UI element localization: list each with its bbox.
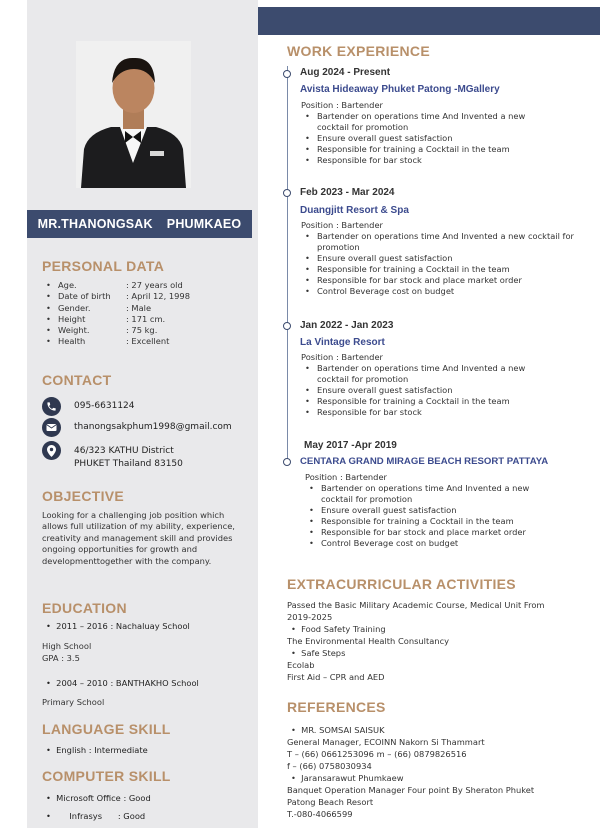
computer-heading: COMPUTER SKILL <box>42 768 171 784</box>
location-pin-icon <box>42 441 61 460</box>
personal-row-weight: • Weight. : 75 kg. <box>46 325 158 336</box>
email-icon <box>42 418 61 437</box>
job-duty: • Bartender on operations time And Invented a new cocktail for promotion <box>301 111 551 133</box>
last-name: PHUMKAEO <box>166 217 242 231</box>
job-duty: • Responsible for training a Cocktail in the team <box>305 516 555 527</box>
personal-row-health: • Health : Excellent <box>46 336 170 347</box>
personal-data-list <box>46 280 190 348</box>
job-duties-4 <box>305 483 555 549</box>
job-duties-2 <box>301 231 586 297</box>
personal-row-dob: • Date of birth : April 12, 1998 <box>46 291 190 302</box>
job-position-3: Position : Bartender <box>301 352 383 362</box>
job-company-2: Duangjitt Resort & Spa <box>300 205 409 216</box>
contact-phone-row <box>42 397 135 416</box>
job-duties-3 <box>301 363 551 418</box>
extra-line: • Safe Steps <box>291 648 346 658</box>
timeline-dot <box>283 322 291 330</box>
education-period-1: • 2011 – 2016 : Nachaluay School <box>46 621 190 631</box>
ref-line: T.-080-4066599 <box>287 809 353 819</box>
extra-line: Ecolab <box>287 660 315 670</box>
job-date-2: Feb 2023 - Mar 2024 <box>300 187 395 198</box>
computer-item-1: • Microsoft Office : Good <box>46 793 151 803</box>
job-date-3: Jan 2022 - Jan 2023 <box>300 320 394 331</box>
extra-line: First Aid – CPR and AED <box>287 672 385 682</box>
personal-row-age: • Age. : 27 years old <box>46 280 183 290</box>
education-heading: EDUCATION <box>42 600 127 616</box>
extra-line: Passed the Basic Military Academic Course, Medical Unit From <box>287 600 545 610</box>
personal-row-gender: • Gender. : Male <box>46 302 152 313</box>
job-position-1: Position : Bartender <box>301 100 383 110</box>
objective-text: Looking for a challenging job position which allows full utilization of my ability, experience, creativity and management skill and provides ongoing opportunities for growth and developmenttogether with the company. <box>42 510 235 566</box>
job-duty: • Ensure overall guest satisfaction <box>305 505 555 516</box>
job-duty: • Control Beverage cost on budget <box>305 538 555 549</box>
timeline-dot <box>283 70 291 78</box>
job-duty: • Bartender on operations time And Invented a new cocktail for promotion <box>301 231 586 253</box>
phone-icon <box>42 397 61 416</box>
ref-line: Patong Beach Resort <box>287 797 374 807</box>
timeline-line <box>287 66 288 461</box>
extracurricular-text <box>287 599 544 683</box>
education-period-2: • 2004 – 2010 : BANTHAKHO School <box>46 678 199 688</box>
job-duty: • Ensure overall guest satisfaction <box>301 253 586 264</box>
education-detail-1: High School GPA : 3.5 <box>42 641 92 663</box>
job-duty: • Responsible for training a Cocktail in the team <box>301 144 551 155</box>
job-position-4: Position : Bartender <box>305 472 387 482</box>
ref-line: • Jaransarawut Phumkaew <box>291 773 404 783</box>
job-duty: • Ensure overall guest satisfaction <box>301 133 551 144</box>
personal-data-heading: PERSONAL DATA <box>42 258 165 274</box>
ref-line: General Manager, ECOINN Nakorn Si Thammart <box>287 737 485 747</box>
extracurricular-heading: EXTRACURRICULAR ACTIVITIES <box>287 576 516 592</box>
job-duty: • Bartender on operations time And Invented a new cocktail for promotion <box>305 483 555 505</box>
job-duty: • Responsible for training a Cocktail in the team <box>301 264 586 275</box>
timeline-dot <box>283 458 291 466</box>
contact-email-row <box>42 418 232 437</box>
extra-line: • Food Safety Training <box>291 624 386 634</box>
name-banner <box>27 210 252 238</box>
job-date-1: Aug 2024 - Present <box>300 67 391 78</box>
work-heading: WORK EXPERIENCE <box>287 43 430 59</box>
job-position-2: Position : Bartender <box>301 220 383 230</box>
job-date-4: May 2017 -Apr 2019 <box>304 440 397 451</box>
job-duty: • Responsible for training a Cocktail in the team <box>301 396 551 407</box>
first-name: MR.THANONGSAK <box>37 217 153 231</box>
personal-row-height: • Height : 171 cm. <box>46 313 166 324</box>
contact-heading: CONTACT <box>42 372 112 388</box>
language-item: • English : Intermediate <box>46 745 148 755</box>
contact-address-row <box>42 441 183 470</box>
ref-line: Banquet Operation Manager Four point By Sheraton Phuket <box>287 785 535 795</box>
timeline-dot <box>283 189 291 197</box>
contact-address: 46/323 KATHU District PHUKET Thailand 83150 <box>74 446 183 469</box>
ref-line: • MR. SOMSAI SAISUK <box>291 725 385 735</box>
language-heading: LANGUAGE SKILL <box>42 721 171 737</box>
job-duty: • Ensure overall guest satisfaction <box>301 385 551 396</box>
ref-line: f – (66) 0758030934 <box>287 761 372 771</box>
ref-line: T – (66) 0661253096 m – (66) 0879826516 <box>287 749 467 759</box>
profile-photo <box>76 41 191 188</box>
job-duty: • Responsible for bar stock <box>301 155 551 166</box>
job-company-4: CENTARA GRAND MIRAGE BEACH RESORT PATTAYA <box>300 456 549 467</box>
job-duty: • Responsible for bar stock <box>301 407 551 418</box>
references-text <box>287 724 534 820</box>
job-duty: • Control Beverage cost on budget <box>301 286 586 297</box>
references-heading: REFERENCES <box>287 699 386 715</box>
job-duty: • Responsible for bar stock and place market order <box>305 527 555 538</box>
job-company-1: Avista Hideaway Phuket Patong -MGallery <box>300 84 500 95</box>
job-duties-1 <box>301 111 551 166</box>
extra-line: The Environmental Health Consultancy <box>287 636 450 646</box>
objective-heading: OBJECTIVE <box>42 488 125 504</box>
computer-item-2: • Infrasys : Good <box>46 811 146 821</box>
job-duty: • Bartender on operations time And Invented a new cocktail for promotion <box>301 363 551 385</box>
job-company-3: La Vintage Resort <box>300 337 385 348</box>
extra-line: 2019-2025 <box>287 612 333 622</box>
education-detail-2: Primary School <box>42 697 105 707</box>
job-duty: • Responsible for bar stock and place market order <box>301 275 586 286</box>
contact-email: thanongsakphum1998@gmail.com <box>74 422 232 432</box>
contact-phone: 095-6631124 <box>74 401 135 411</box>
header-bar <box>258 7 600 35</box>
